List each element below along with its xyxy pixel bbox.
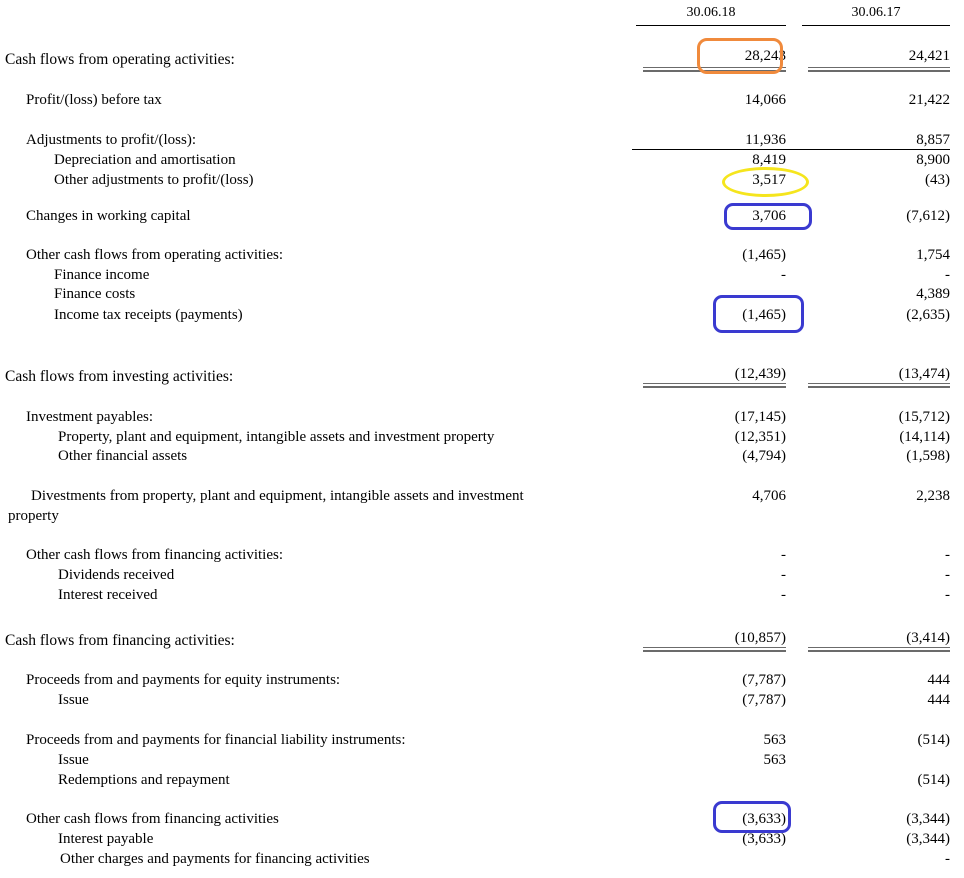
equity-issue-2018: (7,787): [742, 692, 786, 708]
interest-received-2018: -: [781, 587, 786, 603]
adjustments-label: Adjustments to profit/(loss):: [26, 132, 196, 148]
other-operating-label: Other cash flows from operating activities:: [26, 247, 284, 263]
liability-instruments-2017: (514): [917, 732, 950, 748]
liability-issue-2018: 563: [763, 752, 786, 768]
header-rule-2017: [802, 25, 950, 26]
working-capital-2017: (7,612): [906, 208, 950, 224]
redemptions-2017: (514): [917, 772, 950, 788]
section-investing-label: Cash flows from investing activities:: [5, 368, 234, 385]
investment-payables-label: Investment payables:: [26, 409, 154, 425]
ppe-2018: (12,351): [734, 429, 786, 445]
dividends-received-label: Dividends received: [58, 567, 175, 583]
interest-received-2017: -: [945, 587, 950, 603]
other-financial-assets-2017: (1,598): [906, 448, 950, 464]
investing-total-rule-2017: [808, 383, 950, 388]
other-investing-2018: -: [781, 547, 786, 563]
financing-total-rule-2017: [808, 647, 950, 652]
investing-total-2018: (12,439): [734, 366, 786, 382]
profit-before-tax-label: Profit/(loss) before tax: [26, 92, 162, 108]
dividends-received-2017: -: [945, 567, 950, 583]
other-financing-2017: (3,344): [906, 811, 950, 827]
liability-instruments-label: Proceeds from and payments for financial liability instruments:: [26, 732, 406, 748]
other-investing-label: Other cash flows from financing activities:: [26, 547, 284, 563]
income-tax-label: Income tax receipts (payments): [54, 307, 243, 323]
profit-before-tax-2017: 21,422: [908, 92, 950, 108]
ppe-2017: (14,114): [899, 429, 950, 445]
equity-issue-2017: 444: [927, 692, 950, 708]
other-adjustments-2018: 3,517: [752, 172, 786, 188]
profit-before-tax-2018: 14,066: [744, 92, 786, 108]
interest-payable-label: Interest payable: [58, 831, 154, 847]
other-operating-2018: (1,465): [742, 247, 786, 263]
working-capital-2018: 3,706: [752, 208, 786, 224]
finance-income-label: Finance income: [54, 267, 150, 283]
income-tax-2018: (1,465): [742, 307, 786, 323]
other-financing-2018: (3,633): [742, 811, 786, 827]
finance-costs-2017: 4,389: [916, 286, 950, 302]
investment-payables-2017: (15,712): [898, 409, 950, 425]
other-operating-2017: 1,754: [916, 247, 950, 263]
redemptions-2018: [636, 770, 786, 790]
other-financing-label: Other cash flows from financing activities: [26, 811, 279, 827]
highlight-blue-box-other-financing: [713, 801, 791, 833]
equity-instruments-2017: 444: [927, 672, 950, 688]
dividends-received-2018: -: [781, 567, 786, 583]
other-financial-assets-label: Other financial assets: [58, 448, 188, 464]
divestments-label-line1: Divestments from property, plant and equipment, intangible assets and investment: [31, 488, 524, 504]
highlight-blue-box-income-tax: [713, 295, 804, 333]
operating-total-2017: 24,421: [908, 48, 950, 64]
operating-total-2018: 28,243: [744, 48, 786, 64]
depreciation-2018: 8,419: [752, 152, 786, 168]
investing-total-rule-2018: [643, 383, 786, 388]
header-rule-2018: [636, 25, 786, 26]
other-charges-2018: [636, 849, 786, 869]
depreciation-label: Depreciation and amortisation: [54, 152, 236, 168]
other-adjustments-2017: (43): [925, 172, 950, 188]
financing-total-2017: (3,414): [906, 630, 950, 646]
highlight-blue-box-working-capital: [724, 203, 812, 230]
finance-income-2018: -: [781, 267, 786, 283]
divestments-label-line2: property: [8, 508, 59, 524]
section-operating-label: Cash flows from operating activities:: [5, 51, 235, 68]
depreciation-2017: 8,900: [916, 152, 950, 168]
investing-total-2017: (13,474): [898, 366, 950, 382]
interest-payable-2018: (3,633): [742, 831, 786, 847]
adjustments-2018: 11,936: [745, 132, 786, 148]
adjustments-2017: 8,857: [916, 132, 950, 148]
other-financial-assets-2018: (4,794): [742, 448, 786, 464]
other-investing-2017: -: [945, 547, 950, 563]
finance-costs-label: Finance costs: [54, 286, 136, 302]
financing-total-2018: (10,857): [734, 630, 786, 646]
equity-issue-label: Issue: [58, 692, 89, 708]
divestments-2017: 2,238: [916, 488, 950, 504]
interest-payable-2017: (3,344): [906, 831, 950, 847]
financing-total-rule-2018: [643, 647, 786, 652]
liability-issue-label: Issue: [58, 752, 89, 768]
liability-instruments-2018: 563: [763, 732, 786, 748]
other-charges-label: Other charges and payments for financing activities: [60, 851, 370, 867]
ppe-label: Property, plant and equipment, intangible assets and investment property: [58, 429, 495, 445]
equity-instruments-label: Proceeds from and payments for equity instruments:: [26, 672, 341, 688]
equity-instruments-2018: (7,787): [742, 672, 786, 688]
investment-payables-2018: (17,145): [734, 409, 786, 425]
section-financing-label: Cash flows from financing activities:: [5, 632, 235, 649]
column-header-2018: 30.06.18: [686, 5, 736, 20]
liability-issue-2017: [802, 750, 950, 770]
interest-received-label: Interest received: [58, 587, 158, 603]
finance-income-2017: -: [945, 267, 950, 283]
working-capital-label: Changes in working capital: [26, 208, 191, 224]
other-adjustments-label: Other adjustments to profit/(loss): [54, 172, 254, 188]
other-charges-2017: -: [945, 851, 950, 867]
column-header-2017: 30.06.17: [851, 5, 901, 20]
divestments-2018: 4,706: [752, 488, 786, 504]
highlight-orange-box: [697, 38, 783, 74]
income-tax-2017: (2,635): [906, 307, 950, 323]
highlight-yellow-ellipse: [722, 167, 809, 197]
operating-total-rule-2017: [808, 67, 950, 72]
redemptions-label: Redemptions and repayment: [58, 772, 230, 788]
